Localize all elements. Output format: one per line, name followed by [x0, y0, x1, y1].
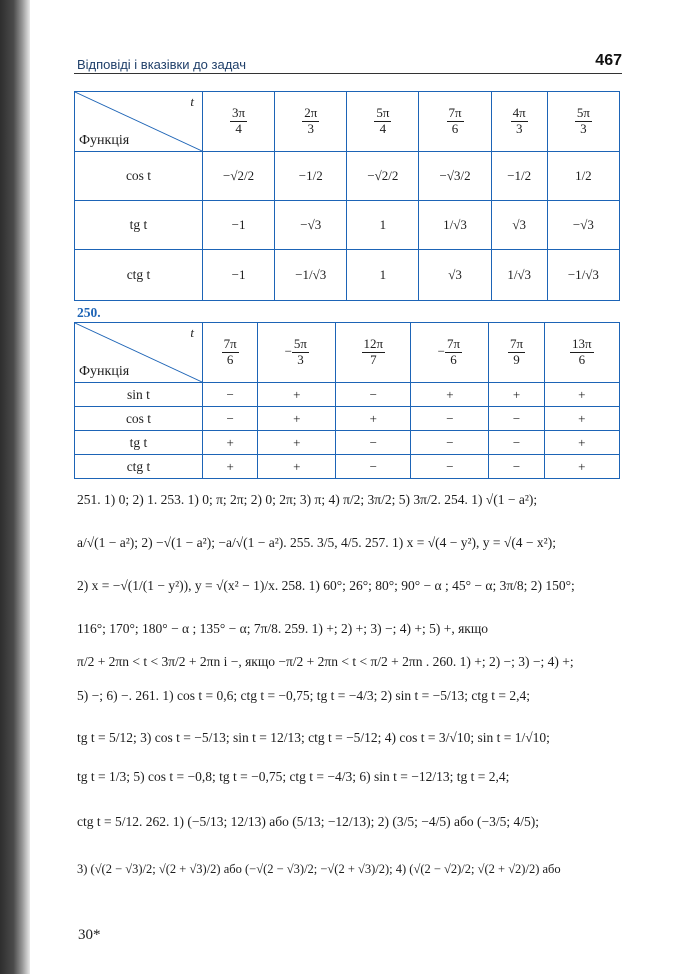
- table-cell: 1: [347, 250, 419, 301]
- row-label: ctg t: [75, 250, 203, 301]
- table-cell: −1/√3: [275, 250, 347, 301]
- table-cell: +: [258, 407, 336, 431]
- answer-line: 5) −; 6) −. 261. 1) cos t = 0,6; ctg t = −0,75; tg t = −4/3; 2) sin t = −5/13; ctg t = 2,4;: [77, 688, 530, 703]
- table1-corner-cell: t Функція: [75, 92, 203, 152]
- row-label: tg t: [75, 201, 203, 250]
- table-cell: −1/2: [275, 152, 347, 201]
- table1-col-header: $\frac{5\pi}{4}$: [347, 92, 419, 152]
- table2-col-header: $\frac{7\pi}{6}$: [203, 323, 258, 383]
- table-cell: −√2/2: [203, 152, 275, 201]
- answer-line: 2) x = −√(1/(1 − y²)), y = √(x² − 1)/x. 258. 1) 60°; 26°; 80°; 90° − α ; 45° − α; 3π/8; 2) 150°;: [77, 578, 575, 593]
- table-cell: +: [544, 383, 619, 407]
- page-number: 467: [595, 52, 622, 69]
- answer-line: ctg t = 5/12. 262. 1) (−5/13; 12/13) або (5/13; −12/13); 2) (3/5; −4/5) або (−3/5; 4/5);: [77, 814, 539, 829]
- table1-col-header: $\frac{2\pi}{3}$: [275, 92, 347, 152]
- table1-row-cos: [75, 152, 620, 201]
- row-label: cos t: [75, 152, 203, 201]
- table-cell: −1/2: [491, 152, 547, 201]
- table-cell: +: [258, 383, 336, 407]
- answer-line: tg t = 5/12; 3) cos t = −5/13; sin t = 12/13; ctg t = −5/12; 4) cos t = 3/√10; sin t = 1/√10;: [77, 730, 550, 745]
- table2-col-header: $\frac{13\pi}{6}$: [544, 323, 619, 383]
- problem-250-label: 250.: [77, 305, 101, 320]
- table-cell: +: [203, 431, 258, 455]
- answer-line: 3) (√(2 − √3)/2; √(2 + √3)/2) або (−√(2 − √3)/2; −√(2 + √3)/2); 4) (√(2 − √2)/2; √(2 + √2)/2) або: [77, 862, 561, 876]
- table-cell: +: [258, 431, 336, 455]
- table-cell: +: [203, 455, 258, 479]
- table2-col-header: $\frac{7\pi}{9}$: [489, 323, 544, 383]
- table2-row-sin: [75, 383, 620, 407]
- table-cell: √3: [491, 201, 547, 250]
- table-cell: −1: [203, 250, 275, 301]
- table-cell: 1/√3: [419, 201, 491, 250]
- table-cell: +: [544, 455, 619, 479]
- table-cell: 1/2: [547, 152, 619, 201]
- running-header: Відповіді і вказівки до задач: [77, 57, 246, 72]
- table-cell: +: [489, 383, 544, 407]
- table1-col-header: $\frac{4\pi}{3}$: [491, 92, 547, 152]
- answer-line: a/√(1 − a²); 2) −√(1 − a²); −a/√(1 − a²). 255. 3/5, 4/5. 257. 1) x = √(4 − y²), y = √(4 − x²);: [77, 535, 556, 550]
- table-cell: −: [489, 431, 544, 455]
- table-cell: −: [411, 407, 489, 431]
- table-cell: −: [203, 383, 258, 407]
- table-cell: −: [489, 407, 544, 431]
- table2-col-header: − $\frac{5\pi}{3}$: [258, 323, 336, 383]
- header-rule: [74, 73, 622, 74]
- table-cell: −1/√3: [547, 250, 619, 301]
- table2-corner-cell: t Функція: [75, 323, 203, 383]
- table-cell: −√3: [547, 201, 619, 250]
- table2-col-header: − $\frac{7\pi}{6}$: [411, 323, 489, 383]
- table-cell: +: [258, 455, 336, 479]
- table2-col-header: $\frac{12\pi}{7}$: [336, 323, 411, 383]
- table-cell: √3: [419, 250, 491, 301]
- row-label: ctg t: [75, 455, 203, 479]
- trig-values-table: [74, 91, 620, 301]
- table-cell: −√3: [275, 201, 347, 250]
- table-cell: −: [336, 431, 411, 455]
- table-cell: −: [203, 407, 258, 431]
- row-label: cos t: [75, 407, 203, 431]
- row-label: tg t: [75, 431, 203, 455]
- table1-col-header: $\frac{7\pi}{6}$: [419, 92, 491, 152]
- answer-line: 116°; 170°; 180° − α ; 135° − α; 7π/8. 259. 1) +; 2) +; 3) −; 4) +; 5) +, якщо: [77, 621, 488, 636]
- table2-row-tg: [75, 431, 620, 455]
- table2-row-cos: [75, 407, 620, 431]
- table-cell: 1: [347, 201, 419, 250]
- table-cell: +: [544, 407, 619, 431]
- table-cell: +: [544, 431, 619, 455]
- book-spine-shadow: [0, 0, 30, 974]
- table-cell: +: [336, 407, 411, 431]
- table1-col-header: $\frac{5\pi}{3}$: [547, 92, 619, 152]
- table-cell: 1/√3: [491, 250, 547, 301]
- table2-row-ctg: [75, 455, 620, 479]
- answer-line: π/2 + 2πn < t < 3π/2 + 2πn і −, якщо −π/2 + 2πn < t < π/2 + 2πn . 260. 1) +; 2) −; 3) −; 4) +;: [77, 654, 574, 669]
- table-cell: −1: [203, 201, 275, 250]
- answer-line: tg t = 1/3; 5) cos t = −0,8; tg t = −0,75; ctg t = −4/3; 6) sin t = −12/13; tg t = 2,4;: [77, 769, 510, 784]
- table-cell: −: [336, 383, 411, 407]
- trig-signs-table: [74, 322, 620, 479]
- table-cell: −: [336, 455, 411, 479]
- table-cell: +: [411, 383, 489, 407]
- table1-row-tg: [75, 201, 620, 250]
- table1-col-header: $\frac{3\pi}{4}$: [203, 92, 275, 152]
- table-cell: −: [411, 455, 489, 479]
- table-cell: −√3/2: [419, 152, 491, 201]
- row-label: sin t: [75, 383, 203, 407]
- table-cell: −√2/2: [347, 152, 419, 201]
- table1-row-ctg: [75, 250, 620, 301]
- answer-line: 251. 1) 0; 2) 1. 253. 1) 0; π; 2π; 2) 0; 2π; 3) π; 4) π/2; 3π/2; 5) 3π/2. 254. 1) √(1 − a²);: [77, 492, 538, 507]
- table-cell: −: [489, 455, 544, 479]
- table-cell: −: [411, 431, 489, 455]
- footer-page-label: 30*: [78, 927, 101, 943]
